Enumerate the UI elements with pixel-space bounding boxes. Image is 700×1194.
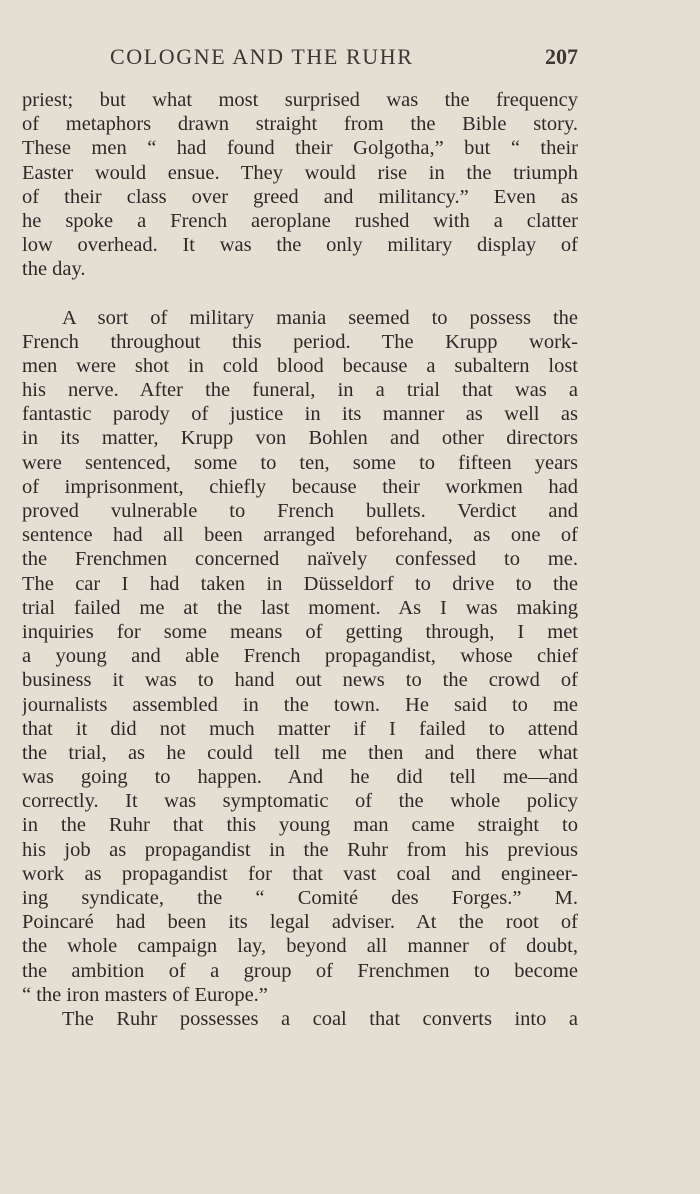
- body-text: [22, 88, 578, 1031]
- text-line: in the Ruhr that this young man came straight to: [22, 814, 578, 837]
- text-line: work as propagandist for that vast coal and engineer-: [22, 862, 578, 885]
- text-line: ing syndicate, the “ Comité des Forges.” M.: [22, 887, 578, 909]
- running-title: COLOGNE AND THE RUHR: [110, 44, 414, 69]
- text-line: journalists assembled in the town. He said to me: [22, 693, 578, 716]
- text-line: of their class over greed and militancy.” Even as: [22, 185, 578, 208]
- text-line: The car I had taken in Düsseldorf to drive to the: [22, 572, 578, 595]
- text-line: a young and able French propagandist, whose chief: [22, 645, 578, 668]
- text-line: in its matter, Krupp von Bohlen and other directors: [22, 427, 578, 450]
- paragraph: [22, 1007, 578, 1031]
- text-line: inquiries for some means of getting through, I met: [22, 620, 578, 643]
- text-line: The Ruhr possesses a coal that converts into a: [62, 1007, 578, 1030]
- paragraph: [22, 306, 578, 1007]
- text-line: proved vulnerable to French bullets. Verdict and: [22, 500, 578, 522]
- paragraph: [22, 88, 578, 282]
- text-line: men were shot in cold blood because a subaltern lost: [22, 354, 578, 377]
- text-line: business it was to hand out news to the crowd of: [22, 669, 578, 692]
- text-line: the whole campaign lay, beyond all manner of doubt,: [22, 935, 578, 958]
- text-line: was going to happen. And he did tell me—and: [22, 766, 578, 789]
- text-line: that it did not much matter if I failed to attend: [22, 717, 578, 740]
- text-line: French throughout this period. The Krupp work-: [22, 330, 578, 353]
- page-header: [22, 44, 578, 74]
- text-line: correctly. It was symptomatic of the whole policy: [22, 790, 578, 813]
- paragraph-gap: [22, 282, 578, 306]
- text-line: he spoke a French aeroplane rushed with a clatter: [22, 209, 578, 232]
- text-line: Poincaré had been its legal adviser. At the root of: [22, 911, 578, 934]
- text-line: priest; but what most surprised was the frequency: [22, 89, 578, 111]
- text-line: the ambition of a group of Frenchmen to become: [22, 959, 578, 982]
- text-line: Easter would ensue. They would rise in the triumph: [22, 161, 578, 184]
- text-line: his nerve. After the funeral, in a trial that was a: [22, 379, 578, 402]
- text-line: “ the iron masters of Europe.”: [22, 983, 268, 1006]
- text-line: low overhead. It was the only military display of: [22, 234, 578, 257]
- text-line: sentence had all been arranged beforehand, as one of: [22, 524, 578, 547]
- text-line: were sentenced, some to ten, some to fifteen years: [22, 451, 578, 474]
- text-line: trial failed me at the last moment. As I was making: [22, 596, 578, 619]
- text-line: These men “ had found their Golgotha,” but “ their: [22, 137, 578, 160]
- text-line: of imprisonment, chiefly because their workmen had: [22, 475, 578, 498]
- text-line: A sort of military mania seemed to possess the: [62, 306, 578, 329]
- text-line: his job as propagandist in the Ruhr from his previous: [22, 838, 578, 861]
- text-line: the trial, as he could tell me then and there what: [22, 741, 578, 764]
- text-line: the day.: [22, 258, 86, 281]
- text-line: the Frenchmen concerned naïvely confessed to me.: [22, 548, 578, 571]
- text-line: fantastic parody of justice in its manner as well as: [22, 403, 578, 426]
- text-line: of metaphors drawn straight from the Bible story.: [22, 113, 578, 136]
- page-number: 207: [545, 44, 578, 69]
